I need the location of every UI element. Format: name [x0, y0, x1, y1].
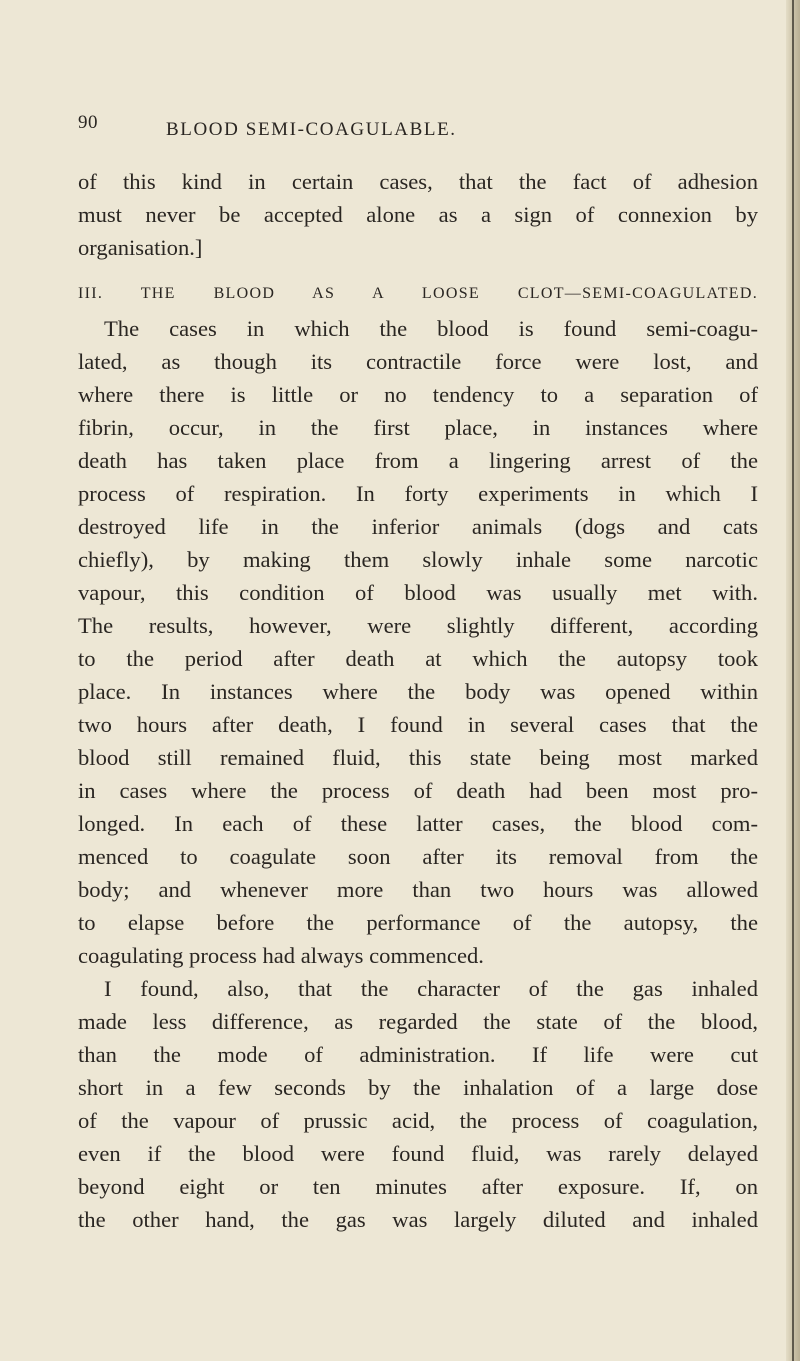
text-line: menced to coagulate soon after its removal from the [78, 844, 758, 869]
body-text [78, 165, 758, 1236]
text-line: death has taken place from a lingering arrest of the [78, 448, 758, 473]
text-line: chiefly), by making them slowly inhale some narcotic [78, 547, 758, 572]
text-line: where there is little or no tendency to a separation of [78, 382, 758, 407]
text-line: even if the blood were found fluid, was rarely delayed [78, 1141, 758, 1166]
text-line: to the period after death at which the autopsy took [78, 646, 758, 671]
text-line: vapour, this condition of blood was usually met with. [78, 580, 758, 605]
text-line: I found, also, that the character of the gas inhaled [104, 976, 758, 1001]
text-line: The cases in which the blood is found semi-coagu- [104, 316, 758, 341]
text-line: organisation.] [78, 235, 203, 260]
text-line: to elapse before the performance of the autopsy, the [78, 910, 758, 935]
text-line: destroyed life in the inferior animals (dogs and cats [78, 514, 758, 539]
text-line: two hours after death, I found in several cases that the [78, 712, 758, 737]
text-line: in cases where the process of death had been most pro- [78, 778, 758, 803]
text-line: than the mode of administration. If life were cut [78, 1042, 758, 1067]
text-line: coagulating process had always commenced. [78, 943, 484, 968]
text-line: of this kind in certain cases, that the fact of adhesion [78, 169, 758, 194]
text-line: blood still remained fluid, this state being most marked [78, 745, 758, 770]
text-line: the other hand, the gas was largely diluted and inhaled [78, 1207, 758, 1232]
text-line: made less difference, as regarded the state of the blood, [78, 1009, 758, 1034]
paragraph-second [78, 972, 758, 1236]
page-number: 90 [78, 112, 98, 133]
section-heading: III. THE BLOOD AS A LOOSE CLOT—SEMI-COAGULATED. [78, 285, 758, 302]
text-line: lated, as though its contractile force were lost, and [78, 349, 758, 374]
text-line: short in a few seconds by the inhalation of a large dose [78, 1075, 758, 1100]
paragraph-main [78, 312, 758, 972]
text-line: fibrin, occur, in the first place, in instances where [78, 415, 758, 440]
page-edge-shadow [792, 0, 794, 1361]
text-line: The results, however, were slightly different, according [78, 613, 758, 638]
page-header [0, 112, 800, 142]
text-line: process of respiration. In forty experiments in which I [78, 481, 758, 506]
text-line: of the vapour of prussic acid, the process of coagulation, [78, 1108, 758, 1133]
text-line: must never be accepted alone as a sign of connexion by [78, 202, 758, 227]
text-line: longed. In each of these latter cases, the blood com- [78, 811, 758, 836]
text-line: beyond eight or ten minutes after exposure. If, on [78, 1174, 758, 1199]
text-line: place. In instances where the body was opened within [78, 679, 758, 704]
text-line: body; and whenever more than two hours was allowed [78, 877, 758, 902]
running-head: BLOOD SEMI-COAGULABLE. [166, 119, 457, 140]
paragraph-top [78, 165, 758, 264]
